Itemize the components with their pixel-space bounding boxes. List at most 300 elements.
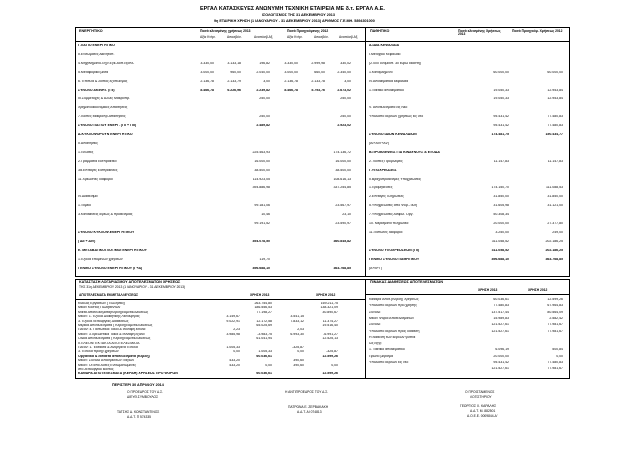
liabilities-row: [369, 249, 563, 253]
assets-row-value: [298, 178, 325, 182]
distribution-row-label: Η διάθεση των κερδών γίνεται: [369, 335, 416, 339]
liabilities-row: [369, 44, 563, 48]
assets-row-value: [298, 195, 325, 199]
company-title: ΕΡΓΑΛ ΚΑΤΑΣΚΕΥΕΣ ΑΝΩΝΥΜΗ ΤΕΧΝΙΚΗ ΕΤΑΙΡΕΙΑ ΜΕ δ.τ. ΕΡΓΑΛ Α.Ε.: [200, 6, 385, 12]
income-row-label: Μείον: Σύνολο Αποσβέσεων Παγίων: [78, 359, 135, 363]
distribution-row-label: Υπόλοιπο κερδών προς διάθεση: [369, 329, 420, 333]
liabilities-row-value: 174.150,70: [491, 186, 509, 190]
income-row: [78, 359, 338, 363]
assets-row-value: 960,00: [230, 70, 241, 74]
liabilities-row: [369, 195, 563, 199]
assets-row-value: [188, 178, 214, 182]
assets-row-value: [270, 115, 298, 119]
assets-row-value: [270, 160, 298, 164]
income-subheading: ΤΗΣ 31η ΔΕΚΕΜΒΡΙΟΥ 2013 (1 ΙΑΝΟΥΑΡΙΟΥ - 31 ΔΕΚΕΜΒΡΙΟΥ 2013): [79, 285, 186, 289]
assets-row-value: [188, 133, 214, 137]
income-row: [78, 355, 338, 359]
liabilities-row-value: [509, 53, 563, 57]
liabilities-row-value: [457, 151, 509, 155]
assets-row-label: II.Απαιτήσεις: [78, 141, 98, 145]
assets-row-value: 2.923,02: [337, 124, 351, 128]
assets-row-value: [188, 151, 214, 155]
income-row-value: 3.541,15: [290, 315, 304, 319]
liabilities-row-label: Α.ΙΔΙΑ ΚΕΦΑΛΑΙΑ: [369, 44, 399, 47]
distribution-row-value: 500,84: [552, 348, 563, 352]
assets-row-value: [188, 240, 214, 244]
liabilities-row-value: [509, 151, 563, 155]
assets-row-value: [298, 115, 325, 119]
assets-liabilities-divider: [365, 27, 366, 277]
income-row-label: II.ΠΛΕΟΝ: ΕΚΤΑΚΤΑ ΑΠΟΤΕΛΕΣΜΑΤΑ: [78, 341, 140, 345]
assets-row: [78, 231, 351, 235]
distribution-row-value: [469, 342, 509, 346]
assets-row-label: 5.Μεταφορικά μέσα: [78, 70, 109, 74]
distribution-row-value: 137.517,44: [491, 310, 509, 314]
distribution-row: [369, 311, 563, 315]
assets-row-value: [270, 151, 298, 155]
income-row-value: 60.036,61: [256, 372, 272, 376]
income-row-label: Πλέον: 1. Έκτακτα & Ανόργανα Έσοδα: [78, 346, 138, 349]
assets-row-label: [78, 222, 188, 226]
distribution-heading: ΠΙΝΑΚΑΣ ΔΙΑΘΕΣΕΩΣ ΑΠΟΤΕΛΕΣΜΑΤΩΝ: [370, 280, 444, 284]
liabilities-row-label: (2.000 ονομαστ. 30 ευρώ εκάστη): [369, 61, 422, 65]
assets-row-value: [214, 231, 241, 235]
assets-row: [78, 124, 351, 128]
liabilities-row-value: [509, 62, 563, 66]
distribution-row-label: Σύνολο: [369, 310, 381, 314]
assets-row-value: [214, 97, 241, 101]
assets-row-value: 99.181,06: [254, 204, 270, 208]
distribution-row-value: 95.431,42: [493, 361, 509, 364]
distribution-row-label: Υπόλοιπο κερδών προ.χρήσης: [369, 304, 417, 308]
distribution-row-value: 20.000,00: [493, 354, 509, 358]
liabilities-row-value: 31.850,00: [493, 195, 509, 199]
income-row-value: 0,00: [265, 363, 272, 367]
assets-row-value: [298, 222, 325, 226]
liabilities-row-value: [509, 44, 563, 48]
assets-row-value: 2.340,00: [337, 70, 351, 74]
income-row-value: [208, 302, 240, 306]
assets-row-value: [188, 97, 214, 101]
assets-row-value: [298, 142, 325, 146]
income-col-prior: ΧΡΗΣΗ 2012: [316, 293, 336, 297]
assets-row-value: [298, 133, 325, 137]
liabilities-row-label: [369, 240, 457, 244]
income-row-value: [240, 346, 272, 350]
income-row-value: [304, 328, 338, 332]
assets-header-rule: [75, 41, 365, 42]
income-row-value: [272, 342, 304, 346]
income-row-value: [240, 359, 272, 363]
liabilities-row-label: Β.ΠΡΟΒΛΕΨΕΙΣ ΓΙΑ ΚΙΝΔΥΝΟΥΣ & ΕΞΟΔΑ: [369, 150, 440, 154]
assets-row-value: [188, 231, 214, 235]
income-row-value: 12.172,58: [256, 319, 272, 323]
assets-row-value: 250,00: [340, 97, 351, 101]
assets-row-label: 3.Καταθέσεις όψεως & προθεσμίας: [78, 213, 133, 217]
income-row-label: 3. Έξοδα Λειτουργίας Διαθέσεως: [78, 319, 129, 323]
liabilities-row-value: 202.186,25: [545, 248, 563, 252]
assets-row-value: [214, 124, 241, 128]
assets-row-value: [270, 204, 298, 208]
liabilities-row: [369, 258, 563, 262]
distribution-row-value: 15.989,83: [493, 316, 509, 320]
assets-row-value: 8.466,78: [284, 88, 298, 92]
assets-row: [78, 204, 351, 208]
liabilities-row: [369, 240, 563, 244]
liabilities-row-value: 27.377,80: [547, 222, 563, 225]
distribution-row-value: 77.480,83: [547, 361, 563, 364]
distribution-row-value: 77.981,67: [547, 367, 563, 371]
assets-row-value: 174.136,72: [333, 150, 351, 154]
income-row-value: [272, 324, 304, 328]
assets-row-label: Γ.ΠΑΓΙΟ ΕΝΕΡΓΗΤΙΚΟ: [78, 44, 115, 47]
assets-row: [78, 71, 351, 75]
liabilities-row-value: 95.431,42: [493, 124, 509, 128]
liabilities-row-value: [509, 142, 563, 146]
assets-row: [78, 160, 351, 164]
assets-row: [78, 115, 351, 119]
income-row: [78, 306, 338, 310]
assets-row-value: 3.000,00: [284, 70, 298, 74]
assets-row-value: [241, 106, 270, 110]
income-row-value: [208, 337, 240, 341]
sig1-title: Ο ΠΡΟΕΔΡΟΣ ΤΟΥ Δ.Σ.: [127, 390, 164, 394]
assets-row: [78, 267, 351, 271]
liabilities-row-value: 3.250,00: [495, 230, 509, 234]
liabilities-row: [369, 89, 563, 93]
assets-row-value: [188, 195, 214, 199]
liabilities-row-value: [509, 178, 563, 182]
liabilities-row-value: 19.050,33: [493, 88, 509, 92]
liabilities-row-value: [509, 80, 563, 84]
income-row: [78, 302, 338, 306]
liabilities-row-label: ΓΕΝΙΚΟ ΣΥΝΟΛΟ ΠΑΘΗΤΙΚΟΥ: [369, 257, 420, 261]
assets-row-value: [298, 267, 325, 271]
assets-row-value: 337.254,85: [333, 186, 351, 190]
liabilities-row: [369, 142, 563, 146]
distribution-header-rule: [365, 294, 570, 295]
assets-row: [78, 89, 351, 93]
income-row-label: Μείον Κόστος Πωληθέντων: [78, 306, 121, 310]
sig1-name: ΤΑΤΣΗΣ Δ. ΚΩΝΣΤΑΝΤΙΝΟΣ: [117, 410, 160, 414]
distribution-row: [369, 348, 563, 352]
assets-subcolumn-header: Αξία Κτήσ.: [287, 35, 303, 39]
income-row-label: Μείον: 3.Χρεωστικοί Τόκοι & συναφή έξοδα: [78, 332, 145, 336]
distribution-row-value: 77.981,67: [547, 323, 563, 327]
liabilities-row: [369, 115, 563, 119]
income-col-label: ΑΠΟΤΕΛΕΣΜΑΤΑ ΕΚΜΕΤΑΛΛΕΥΣΕΩΣ: [79, 293, 139, 297]
liabilities-row-value: 11.147,83: [547, 159, 563, 163]
assets-row-value: [188, 142, 214, 146]
income-row: [78, 324, 338, 328]
assets-row: [78, 178, 351, 182]
distribution-row: [369, 298, 563, 302]
assets-row: [78, 62, 351, 66]
assets-row-value: [241, 195, 270, 199]
liabilities-row: [369, 71, 563, 75]
assets-row-value: 2.239,82: [256, 88, 270, 92]
liabilities-row-label: 1.Τακτικό αποθεματικό: [369, 88, 404, 92]
distribution-row-value: 121.527,61: [491, 323, 509, 327]
sig3-license: Α.Ο.Ε.Ε. 0009844-Α': [467, 414, 498, 418]
assets-row-value: 2.999,98: [311, 61, 325, 65]
assets-row-value: 2.673,02: [337, 88, 351, 92]
income-row-value: 61.041,94: [256, 337, 272, 341]
income-row-value: 2,23: [233, 328, 240, 332]
assets-row-label: ( ΔΙΙ + ΔΙV): [78, 239, 96, 243]
assets-row-value: 225.463,93: [252, 150, 270, 154]
assets-row-value: [214, 142, 241, 146]
income-row-value: 60.036,61: [256, 354, 272, 358]
liabilities-row-value: [457, 178, 509, 182]
liabilities-row: [369, 133, 563, 137]
assets-row-value: [298, 169, 325, 173]
assets-row-value: 119,70: [259, 257, 270, 261]
liabilities-row: [369, 169, 563, 173]
liabilities-row-label: V. Αποτελέσματα εις Νέο: [369, 106, 408, 110]
distribution-row-label: Καθαρά Αποτ.(Κέρδη) Χρήσεως: [369, 298, 419, 301]
assets-row-value: 38.500,00: [335, 168, 351, 172]
liabilities-row-label: 5.Υποχρεώσεις από Φόρ.-Τέλη: [369, 204, 417, 208]
assets-row-value: [188, 160, 214, 164]
distribution-row-value: [469, 336, 509, 340]
liabilities-row-value: 19.050,33: [493, 97, 509, 101]
assets-row-label: 6. Έπιπλα & λοιπός εξοπλισμός: [78, 79, 128, 83]
assets-row-value: [298, 53, 325, 57]
distribution-row-value: 2.582,42: [549, 316, 563, 320]
liabilities-row: [369, 204, 563, 208]
liabilities-row-value: [509, 267, 563, 271]
assets-row: [78, 258, 351, 262]
income-row-value: 7.833,12: [290, 319, 304, 323]
distribution-row-value: 121.527,61: [491, 367, 509, 371]
assets-row-value: 250,00: [340, 115, 351, 119]
assets-row-value: 2.136,78: [200, 79, 214, 83]
assets-row-value: [270, 258, 298, 262]
income-row-value: 12.599,26: [322, 354, 338, 358]
liabilities-row-value: 174.481,75: [491, 133, 509, 136]
assets-row: [78, 80, 351, 84]
assets-row-label: 11.Χρεώστες διάφοροι: [78, 177, 113, 181]
assets-row-value: [325, 106, 351, 110]
income-row-label: ΚΑΘΑΡΑ ΑΠΟΤΕΛΕΣΜΑΤΑ (ΚΕΡΔΗ) ΧΡΗΣΕΩΣ ΠΡΟ ΦΟΡΩΝ: [78, 372, 178, 376]
liabilities-row-value: 31.605,98: [493, 204, 509, 208]
distribution-row-value: [509, 342, 563, 346]
assets-row-value: [188, 213, 214, 217]
assets-row-value: 2.136,78: [284, 79, 298, 83]
assets-row-value: [270, 231, 298, 235]
liabilities-row: [369, 231, 563, 235]
distribution-row: [369, 342, 563, 346]
assets-row-value: [241, 44, 270, 48]
assets-row-value: 2.133,78: [311, 79, 325, 83]
assets-row-value: [214, 169, 241, 173]
liabilities-row: [369, 213, 563, 217]
assets-row-value: [188, 186, 214, 190]
assets-row-label: ΣΥΝΟΛΟ ΚΥΚΛΟΦ.ΕΝΕΡΓΗΤΙΚΟΥ: [78, 230, 135, 234]
assets-row-value: [298, 160, 325, 164]
assets-row-value: 196,82: [259, 61, 270, 65]
assets-row-value: [270, 195, 298, 199]
income-row-value: [208, 355, 240, 359]
income-row: [78, 315, 338, 319]
liabilities-row: [369, 160, 563, 164]
assets-row-value: 660,00: [314, 70, 325, 74]
balance-sheet-title: ΙΣΟΛΟΓΙΣΜΟΣ ΤΗΣ 31 ΔΕΚΕΜΒΡΙΟΥ 2013: [262, 13, 335, 17]
liabilities-col-prior: Ποσά Προηγούμ. Χρήσεως 2012: [512, 29, 563, 33]
assets-row-value: [298, 231, 325, 235]
assets-row-label: 2.Γραμμάτια Εισπρακτέα: [78, 159, 117, 163]
assets-row-value: 16.000,00: [335, 159, 351, 163]
assets-row-value: 496.688,10: [252, 266, 270, 270]
assets-row-value: [298, 204, 325, 208]
assets-row-value: [270, 142, 298, 146]
liabilities-row-value: [457, 267, 509, 271]
assets-subcolumn-header: Αναπόσβ.Αξ.: [339, 35, 359, 39]
income-row-label: στο λειτουργικό κόστος: [78, 368, 114, 371]
assets-subcolumn-header: Αποσβέσ.: [314, 35, 329, 39]
assets-row-value: [188, 115, 214, 119]
assets-row-value: [325, 258, 351, 262]
income-row-value: [272, 368, 304, 372]
liabilities-row-label: [369, 97, 457, 101]
liabilities-row-value: 12.953,84: [547, 97, 563, 101]
distribution-row-value: 77.981,67: [547, 329, 563, 333]
assets-row-value: [241, 53, 270, 57]
income-row-value: 0,00: [297, 350, 304, 354]
income-row: [78, 328, 338, 332]
liabilities-row-value: [457, 169, 509, 173]
income-row-value: 30.890,67: [322, 310, 338, 314]
assets-row-label: ΣΥΝΟΛΟ ΑΚΙΝΗΤ. (ΓΙΙ): [78, 88, 115, 92]
income-row-value: 0,00: [331, 363, 338, 367]
assets-row-value: [270, 106, 298, 110]
assets-row: [78, 44, 351, 48]
distribution-row-label: Πρώτο μέρισμα: [369, 354, 393, 358]
income-row-value: 433,20: [229, 363, 240, 367]
assets-row-value: [214, 133, 241, 137]
income-row-value: [208, 342, 240, 346]
income-row-value: [240, 342, 272, 346]
assets-row-value: [298, 249, 325, 253]
income-heading: ΚΑΤΑΣΤΑΣΗ ΛΟΓΑΡΙΑΣΜΟΥ ΑΠΟΤΕΛΕΣΜΑΤΩΝ ΧΡΗΣΕΩΣ: [79, 280, 181, 284]
assets-row-value: 250,00: [259, 115, 270, 119]
assets-row-value: 2.040,00: [256, 70, 270, 74]
assets-row-value: [270, 53, 298, 57]
assets-row-value: [214, 115, 241, 119]
assets-row-label: Δ.ΚΥΚΛΟΦΟΡΟΥΝ ΕΝΕΡΓΗΤΙΚΟ: [78, 133, 133, 136]
distribution-row: [369, 317, 563, 321]
assets-row-value: 6.226,96: [227, 88, 241, 92]
assets-row-value: [325, 44, 351, 48]
income-row-value: 12.599,26: [322, 372, 338, 376]
assets-row-label: IV.Διαθέσιμα: [78, 195, 98, 199]
liabilities-row-value: 249,00: [552, 230, 563, 234]
assets-row-value: [325, 231, 351, 235]
assets-row-value: [214, 258, 241, 262]
assets-row-value: [214, 44, 241, 48]
distribution-col-current: ΧΡΗΣΗ 2013: [478, 288, 498, 292]
liabilities-row-value: [457, 53, 509, 57]
assets-row-value: [241, 249, 270, 253]
liabilities-row: [369, 62, 563, 66]
income-row: [78, 320, 338, 324]
distribution-row: [369, 323, 563, 327]
liabilities-row: [369, 124, 563, 128]
signing-date: ΠΕΡΙΣΤΕΡΙ 30 ΑΠΡΙΛΙΟΥ 2014: [112, 383, 164, 387]
income-row-value: 433,20: [229, 359, 240, 363]
income-row-value: [304, 315, 338, 319]
assets-row-label: [78, 186, 188, 190]
liabilities-row-value: [457, 106, 509, 110]
income-row-value: 77.198,27: [256, 310, 272, 314]
sig1-sub: ΔΙΕΥΘ.ΣΥΜΒΟΥΛΟΣ: [127, 395, 159, 399]
assets-row-value: [270, 124, 298, 128]
liabilities-row-label: [369, 124, 457, 128]
income-row-value: [272, 337, 304, 341]
distribution-row-label: 1. Τακτικό αποθεματικό: [369, 348, 405, 352]
income-row: [78, 372, 338, 376]
assets-row-value: [214, 160, 241, 164]
liabilities-row-label: ΣΥΝΟΛΟ ΥΠΟΧΡΕΩΣΕΩΝ (ΓΙΙ): [369, 248, 419, 252]
income-row-value: [272, 372, 304, 376]
assets-row: [78, 53, 351, 57]
assets-row-value: [325, 195, 351, 199]
distribution-row-value: 77.480,83: [493, 304, 509, 308]
liabilities-row-value: [509, 213, 563, 217]
liabilities-row: [369, 151, 563, 155]
assets-row-value: [270, 97, 298, 101]
liabilities-row-label: 2.Επιταγές Πληρωτέες: [369, 195, 404, 199]
assets-row-value: 3,00: [263, 79, 270, 83]
distribution-row-label: ως εξής:: [369, 342, 383, 346]
income-row-value: 390,60: [293, 363, 304, 367]
assets-row-value: [188, 106, 214, 110]
liabilities-row: [369, 222, 563, 226]
distribution-row: [369, 336, 563, 340]
distribution-row: [369, 355, 563, 359]
assets-row-label: 7.Λοιπές Μακροπρ.Απαιτήσεις: [78, 115, 126, 119]
liabilities-row-value: 60.000,00: [547, 70, 563, 74]
income-row-value: [208, 372, 240, 376]
assets-row-value: [298, 106, 325, 110]
income-row-label: Πλέον: 4. Πιστωτικοί Τόκοι & συναφή έσοδα: [78, 328, 146, 332]
distribution-row-label: Υπόλοιπο κερδών εις νέο: [369, 361, 409, 364]
income-row-label: Μικτά Αποτελέσματα(Κέρδη)Εκμεταλλεύσεως: [78, 310, 149, 314]
assets-row: [78, 133, 351, 137]
liabilities-row-value: 496.688,10: [491, 257, 509, 261]
assets-row-value: [298, 44, 325, 48]
income-row-value: 390,60: [293, 359, 304, 363]
assets-row-value: 114.923,05: [252, 177, 270, 181]
liabilities-row-value: 311.058,52: [491, 248, 509, 252]
assets-row: [78, 106, 351, 110]
distribution-row-value: 121.527,61: [491, 329, 509, 333]
income-row-value: [304, 368, 338, 372]
income-row-value: 138.321,09: [320, 306, 338, 310]
income-row-value: [272, 302, 304, 306]
income-row-label: Ολικά Αποτελέσματα ( Κέρδη)Εκμεταλλεύσεως: [78, 337, 151, 341]
assets-row-label: III.Συμμετοχές & Άλλες Μακροπρ.: [78, 97, 130, 101]
liabilities-row-value: [457, 44, 509, 48]
income-row-value: 186.556,53: [254, 306, 272, 310]
assets-row-value: [298, 97, 325, 101]
assets-row: [78, 142, 351, 146]
liabilities-row-value: 31.121,00: [547, 204, 563, 208]
assets-row-value: [241, 231, 270, 235]
assets-row-value: [188, 124, 214, 128]
liabilities-header-rule: [365, 41, 570, 42]
